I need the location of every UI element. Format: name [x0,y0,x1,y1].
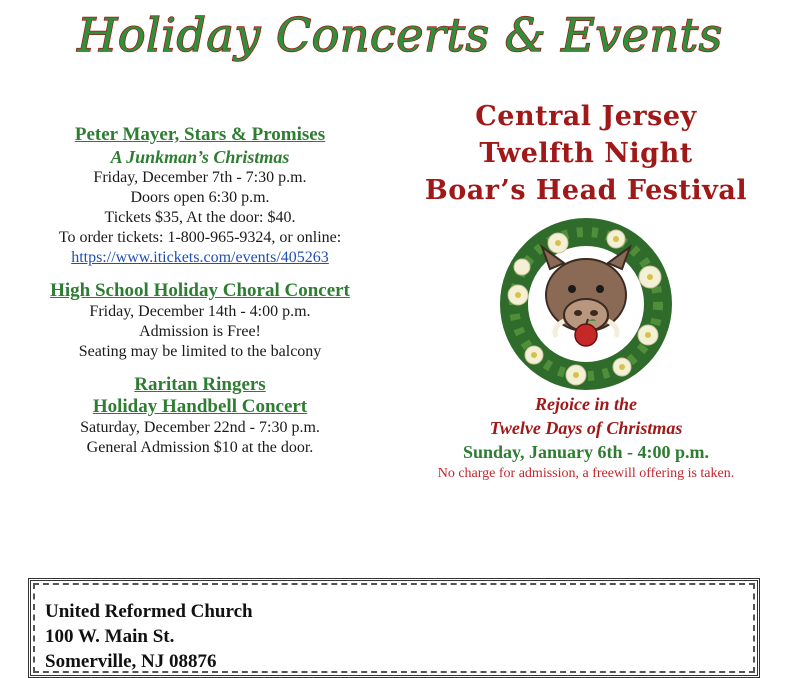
address-line: United Reformed Church [45,601,253,622]
boar-wreath-image [400,217,772,392]
rejoice-line: Rejoice in the [535,394,637,414]
festival-title-line: Central Jersey [475,101,697,132]
event-peter-mayer [0,124,400,268]
event-detail: Saturday, December 22nd - 7:30 p.m. [80,419,320,436]
address-line: 100 W. Main St. [45,626,175,647]
event-handbell-concert [0,374,400,458]
festival-note: No charge for admission, a freewill offering is taken. [437,466,735,481]
rejoice-line: Twelve Days of Christmas [489,418,683,438]
event-detail: Admission is Free! [139,323,261,340]
events-column [0,124,400,458]
event-heading: Peter Mayer, Stars & Promises [74,124,326,145]
address-box [28,578,760,678]
event-detail: Tickets $35, At the door: $40. [104,209,296,226]
event-detail: To order tickets: 1-800-965-9324, or online: [58,229,342,246]
event-detail: Friday, December 14th - 4:00 p.m. [89,303,311,320]
event-detail: Seating may be limited to the balcony [78,343,322,360]
address-line: Somerville, NJ 08876 [45,651,217,672]
event-subtitle: A Junkman’s Christmas [110,147,290,167]
event-heading: Raritan Ringers [134,374,266,395]
festival-title-line: Twelfth Night [479,138,693,169]
page-title: Holiday Concerts & Events [77,8,723,62]
festival-date: Sunday, January 6th - 4:00 p.m. [462,442,710,462]
event-choral-concert [0,280,400,362]
boar-wreath-icon [498,217,674,392]
event-detail: Friday, December 7th - 7:30 p.m. [93,169,307,186]
event-detail: General Admission $10 at the door. [86,439,314,456]
festival-title-line: Boar’s Head Festival [424,175,748,206]
tickets-link[interactable]: https://www.itickets.com/events/405263 [71,249,329,266]
event-heading: High School Holiday Choral Concert [50,280,350,301]
event-detail: Doors open 6:30 p.m. [130,189,270,206]
event-heading: Holiday Handbell Concert [92,396,308,417]
festival-column [400,98,772,483]
